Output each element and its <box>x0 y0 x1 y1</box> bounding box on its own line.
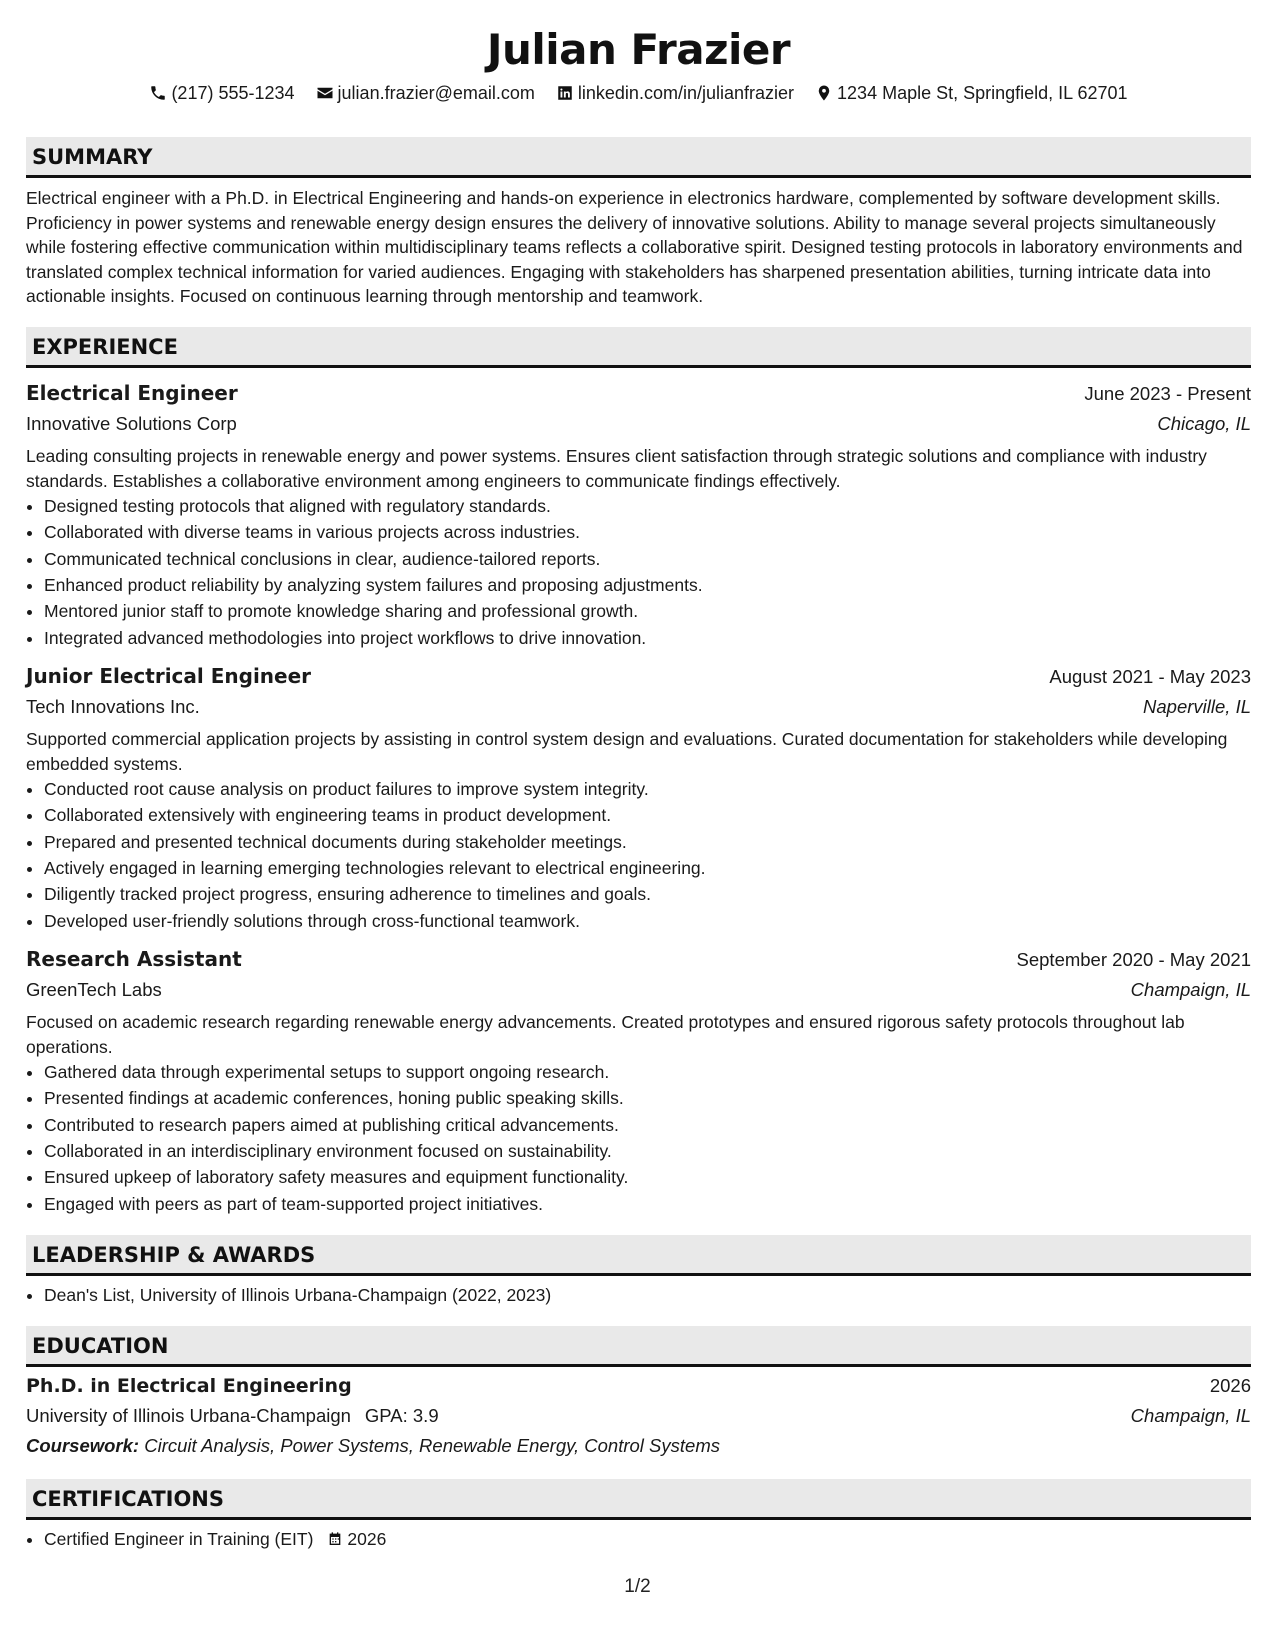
certification-list <box>26 1526 1251 1552</box>
job-location: Chicago, IL <box>1157 412 1251 434</box>
section-heading: CERTIFICATIONS <box>26 1479 1251 1520</box>
job-entry <box>26 944 1251 1217</box>
list-item: • Actively engaged in learning emerging technologies relevant to electrical engineering. <box>44 855 1251 881</box>
job-location: Champaign, IL <box>1130 978 1251 1000</box>
job-entry <box>26 378 1251 651</box>
section-heading: EDUCATION <box>26 1326 1251 1367</box>
section-heading: SUMMARY <box>26 137 1251 178</box>
gpa: GPA: 3.9 <box>364 1405 439 1427</box>
graduation-year: 2026 <box>1209 1375 1251 1397</box>
coursework <box>26 1431 1251 1461</box>
list-item: • Integrated advanced methodologies into project workflows to drive innovation. <box>44 625 1251 651</box>
job-company: Innovative Solutions Corp <box>26 412 237 434</box>
education-entry <box>26 1371 1251 1461</box>
email-link[interactable]: julian.frazier@email.com <box>337 83 535 103</box>
job-description: Leading consulting projects in renewable energy and power systems. Ensures client satisfaction through strategic solutions and compliance with industry standards. Establishes a collaborative environment among engineers to communicate findings effectively. <box>26 445 1207 491</box>
linkedin-link[interactable]: linkedin.com/in/julianfrazier <box>577 83 795 103</box>
list-item <box>44 1526 1251 1552</box>
job-bullets <box>26 776 1251 934</box>
coursework-label: Coursework: <box>26 1435 140 1457</box>
address-text: 1234 Maple St, Springfield, IL 62701 <box>837 83 1128 103</box>
candidate-name: Julian Frazier <box>486 25 791 74</box>
page-number: 1/2 <box>624 1576 651 1597</box>
job-title: Research Assistant <box>26 946 242 971</box>
contact-bar <box>26 80 1251 109</box>
job-bullets <box>26 493 1251 651</box>
job-entry <box>26 661 1251 934</box>
experience-section <box>26 327 1251 1217</box>
summary-section <box>26 137 1251 309</box>
list-item: • Designed testing protocols that aligned with regulatory standards. <box>44 493 1251 519</box>
list-item: • Gathered data through experimental setups to support ongoing research. <box>44 1059 1251 1085</box>
education-section <box>26 1326 1251 1461</box>
section-heading: LEADERSHIP & AWARDS <box>26 1235 1251 1276</box>
list-item: • Collaborated in an interdisciplinary environment focused on sustainability. <box>44 1138 1251 1164</box>
job-dates: June 2023 - Present <box>1084 382 1251 404</box>
job-bullets <box>26 1059 1251 1217</box>
award-list <box>26 1282 1251 1308</box>
map-pin-icon <box>815 84 833 102</box>
school-name: University of Illinois Urbana-Champaign <box>26 1405 351 1427</box>
phone-text: (217) 555-1234 <box>171 83 295 103</box>
list-item: • Presented findings at academic conferences, honing public speaking skills. <box>44 1085 1251 1111</box>
coursework-list: Circuit Analysis, Power Systems, Renewable Energy, Control Systems <box>144 1435 720 1457</box>
linkedin-icon <box>556 84 574 102</box>
section-heading: EXPERIENCE <box>26 327 1251 368</box>
envelope-icon <box>316 84 334 102</box>
job-dates: September 2020 - May 2021 <box>1016 948 1251 970</box>
contact-phone <box>149 80 294 106</box>
list-item: • Diligently tracked project progress, ensuring adherence to timelines and goals. <box>44 881 1251 907</box>
certifications-section <box>26 1479 1251 1552</box>
list-item: • Enhanced product reliability by analyzing system failures and proposing adjustments. <box>44 572 1251 598</box>
job-company: GreenTech Labs <box>26 978 162 1000</box>
list-item: • Prepared and presented technical documents during stakeholder meetings. <box>44 829 1251 855</box>
calendar-icon <box>327 1531 343 1547</box>
list-item: • Contributed to research papers aimed at publishing critical advancements. <box>44 1112 1251 1138</box>
contact-address <box>815 80 1128 106</box>
school-location: Champaign, IL <box>1130 1405 1251 1427</box>
job-title: Junior Electrical Engineer <box>26 663 312 688</box>
job-company: Tech Innovations Inc. <box>26 695 200 717</box>
certification-date: 2026 <box>347 1529 387 1550</box>
certification-name: • Certified Engineer in Training (EIT) <box>44 1529 314 1550</box>
job-location: Naperville, IL <box>1143 695 1251 717</box>
school-line <box>26 1401 439 1431</box>
list-item: • Conducted root cause analysis on product failures to improve system integrity. <box>44 776 1251 802</box>
list-item: • Communicated technical conclusions in clear, audience-tailored reports. <box>44 546 1251 572</box>
job-description: Focused on academic research regarding renewable energy advancements. Created prototypes and ensured rigorous safety protocols throughout lab operations. <box>26 1011 1185 1057</box>
summary-text: Electrical engineer with a Ph.D. in Electrical Engineering and hands-on experience in electronics hardware, complemented by software development skills. Proficiency in power systems and renewable energy design ensures the delivery of innovative solutions. Ability to manage several projects simultaneously while fostering effective communication within multidisciplinary teams reflects a collaborative spirit. Designed testing protocols in laboratory environments and translated complex technical information for varied audiences. Engaging with stakeholders has sharpened presentation abilities, turning intricate data into actionable insights. Focused on continuous learning through mentorship and teamwork. <box>26 188 1243 307</box>
degree-title: Ph.D. in Electrical Engineering <box>26 1375 352 1398</box>
list-item: • Dean's List, University of Illinois Urbana-Champaign (2022, 2023) <box>44 1282 1251 1308</box>
job-title: Electrical Engineer <box>26 380 238 405</box>
list-item: • Engaged with peers as part of team-supported project initiatives. <box>44 1191 1251 1217</box>
job-dates: August 2021 - May 2023 <box>1049 665 1251 687</box>
phone-icon <box>149 84 167 102</box>
list-item: • Mentored junior staff to promote knowledge sharing and professional growth. <box>44 598 1251 624</box>
list-item: • Collaborated extensively with engineering teams in product development. <box>44 802 1251 828</box>
leadership-section <box>26 1235 1251 1308</box>
contact-email[interactable] <box>316 80 535 106</box>
list-item: • Developed user-friendly solutions through cross-functional teamwork. <box>44 908 1251 934</box>
job-description: Supported commercial application projects by assisting in control system design and evaluations. Curated documentation for stakeholders while developing embedded systems. <box>26 728 1228 774</box>
resume-page <box>26 0 1251 1552</box>
list-item: • Ensured upkeep of laboratory safety measures and equipment functionality. <box>44 1164 1251 1190</box>
list-item: • Collaborated with diverse teams in various projects across industries. <box>44 519 1251 545</box>
contact-linkedin[interactable] <box>556 80 794 106</box>
